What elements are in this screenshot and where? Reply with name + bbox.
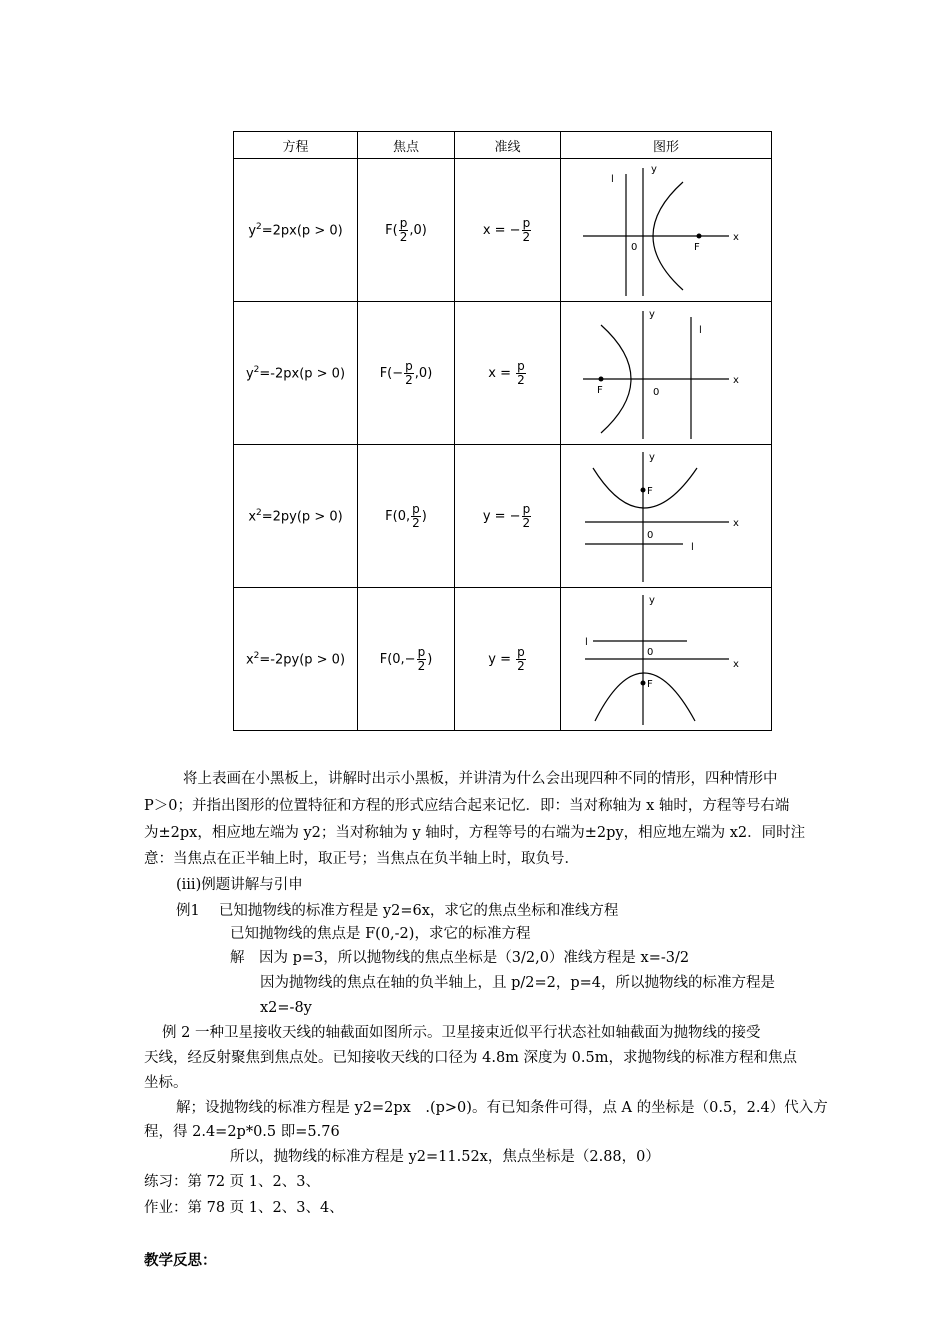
y-axis-label: y: [649, 595, 655, 606]
para1-line2: P＞0；并指出图形的位置特征和方程的形式应结合起来记忆．即：当对称轴为 x 轴时，方程等号右端: [144, 798, 790, 814]
example2-line1: 例 2 一种卫星接收天线的轴截面如图所示。卫星接束近似平行状态社如轴截面为抛物线的接受: [162, 1025, 761, 1041]
solution-line2: 程，得 2.4=2p*0.5 即=5.76: [144, 1124, 340, 1140]
example1-line2: 已知抛物线的焦点是 F(0,-2)，求它的标准方程: [230, 926, 531, 942]
focus-prefix: F(0,: [379, 651, 405, 667]
x-axis-label: x: [733, 375, 739, 386]
directrix-label: l: [699, 325, 702, 336]
focus-fraction: [417, 646, 427, 673]
example2-line2: 天线，经反射聚焦到焦点处。已知接收天线的口径为 4.8m 深度为 0.5m，求抛物线的标准方程和焦点: [144, 1050, 797, 1066]
focus-label: F: [694, 242, 700, 253]
graph-cell: [561, 159, 772, 302]
directrix-cell: [455, 588, 561, 731]
focus-sign: −: [404, 651, 416, 667]
frac-numerator: p: [522, 215, 531, 230]
frac-numerator: p: [517, 358, 525, 373]
equation-cell: [234, 302, 358, 445]
frac-numerator: p: [405, 358, 413, 373]
focus-cell: [358, 159, 455, 302]
directrix-label: l: [611, 174, 614, 185]
origin-label: 0: [631, 242, 638, 253]
y-axis-label: y: [649, 452, 655, 463]
frac-denominator: 2: [522, 515, 531, 530]
equation-rest: =-2py(p > 0): [259, 652, 346, 668]
directrix-fraction: [522, 503, 532, 530]
example2-line3: 坐标。: [144, 1075, 188, 1091]
focus-fraction: [399, 217, 409, 244]
focus-label: F: [597, 385, 603, 396]
focus-suffix: ): [421, 508, 427, 524]
focus-sign: −: [392, 365, 404, 381]
frac-numerator: p: [399, 215, 408, 230]
focus-cell: [358, 588, 455, 731]
frac-denominator: 2: [517, 658, 525, 673]
focus-suffix: ,0): [409, 222, 427, 238]
directrix-prefix: x =: [488, 365, 516, 381]
equation-cell: [234, 445, 358, 588]
focus-fraction: [411, 503, 421, 530]
directrix-fraction: [516, 646, 526, 673]
equation-exponent: 2: [256, 507, 262, 518]
directrix-fraction: [522, 217, 532, 244]
focus-point: [641, 488, 646, 493]
equation-cell: [234, 588, 358, 731]
focus-suffix: ,0): [414, 365, 433, 381]
focus-point: [641, 681, 646, 686]
header-graph: 图形: [561, 132, 772, 159]
focus-cell: [358, 302, 455, 445]
section-heading: (iii)例题讲解与引申: [176, 877, 303, 893]
focus-point: [599, 377, 604, 382]
focus-point: [697, 234, 702, 239]
graph-cell: [561, 445, 772, 588]
frac-denominator: 2: [522, 229, 531, 244]
example1-solution1: 解 因为 p=3，所以抛物线的焦点坐标是（3/2,0）准线方程是 x=-3/2: [230, 950, 690, 966]
x-axis-label: x: [733, 518, 739, 529]
equation-rest: =2px(p > 0): [261, 223, 343, 239]
equation-cell: [234, 159, 358, 302]
equation-variable: x: [245, 652, 254, 668]
homework-line: 作业：第 78 页 1、2、3、4、: [144, 1200, 344, 1216]
directrix-fraction: [516, 360, 526, 387]
graph-cell: [561, 588, 772, 731]
equation-rest: =-2px(p > 0): [259, 366, 346, 382]
frac-denominator: 2: [417, 658, 426, 673]
frac-numerator: p: [417, 644, 426, 659]
focus-prefix: F(: [379, 365, 393, 381]
frac-denominator: 2: [399, 229, 408, 244]
para1-line4: 意：当焦点在正半轴上时，取正号；当焦点在负半轴上时，取负号．: [144, 851, 579, 867]
solution-line3: 所以，抛物线的标准方程是 y2=11.52x，焦点坐标是（2.88，0）: [230, 1149, 660, 1165]
directrix-label: l: [585, 637, 588, 648]
para1-line1: 将上表画在小黑板上，讲解时出示小黑板，并讲清为什么会出现四种不同的情形，四种情形中: [183, 771, 778, 787]
frac-denominator: 2: [412, 515, 420, 530]
equation-variable: y: [245, 366, 254, 382]
parabola-table: [233, 131, 772, 731]
directrix-cell: [455, 302, 561, 445]
directrix-cell: [455, 445, 561, 588]
header-equation: 方程: [234, 132, 358, 159]
focus-prefix: F(0,: [385, 508, 411, 524]
parabola-curve: [593, 468, 697, 508]
directrix-prefix: y =: [488, 651, 516, 667]
focus-prefix: F(: [385, 222, 398, 238]
frac-denominator: 2: [517, 372, 525, 387]
graph-cell: [561, 302, 772, 445]
directrix-cell: [455, 159, 561, 302]
directrix-prefix: x = −: [482, 222, 521, 238]
frac-numerator: p: [517, 644, 525, 659]
directrix-label: l: [691, 542, 694, 553]
frac-denominator: 2: [405, 372, 413, 387]
para1-line3: 为±2px，相应地左端为 y2；当对称轴为 y 轴时，方程等号的右端为±2py，相应地左端为 x2．同时注: [144, 825, 806, 841]
origin-label: 0: [647, 647, 654, 658]
focus-suffix: ): [427, 651, 433, 667]
equation-variable: y: [248, 223, 257, 239]
origin-label: 0: [647, 530, 654, 541]
equation-variable: x: [248, 509, 257, 525]
focus-label: F: [647, 679, 653, 690]
equation-rest: =2py(p > 0): [261, 509, 343, 525]
directrix-prefix: y = −: [482, 508, 521, 524]
solution-line1: 解；设抛物线的标准方程是 y2=2px .(p>0)。有已知条件可得，点 A 的坐标是（0.5，2.4）代入方: [176, 1100, 828, 1116]
parabola-graph-up: [571, 446, 761, 582]
table-header-row: [234, 132, 772, 159]
equation-exponent: 2: [253, 650, 260, 661]
header-focus: 焦点: [358, 132, 455, 159]
example1-line1: 例1 已知抛物线的标准方程是 y2=6x，求它的焦点坐标和准线方程: [176, 903, 619, 919]
frac-numerator: p: [412, 501, 420, 516]
header-directrix: 准线: [455, 132, 561, 159]
practice-line: 练习：第 72 页 1、2、3、: [144, 1174, 320, 1190]
equation-exponent: 2: [256, 221, 262, 232]
x-axis-label: x: [733, 659, 739, 670]
table-row: [234, 302, 772, 445]
example1-answer: x2=-8y: [260, 1000, 312, 1016]
example1-solution2: 因为抛物线的焦点在轴的负半轴上，且 p/2=2，p=4，所以抛物线的标准方程是: [260, 975, 776, 991]
focus-label: F: [647, 486, 653, 497]
focus-cell: [358, 445, 455, 588]
parabola-graph-down: [571, 589, 761, 725]
table-row: [234, 159, 772, 302]
parabola-graph-left: [571, 303, 761, 439]
reflection-heading: 教学反思：: [144, 1253, 217, 1269]
parabola-curve: [595, 673, 695, 721]
table-row: [234, 588, 772, 731]
y-axis-label: y: [649, 309, 655, 320]
y-axis-label: y: [651, 164, 657, 175]
frac-numerator: p: [522, 501, 531, 516]
parabola-graph-right: [571, 160, 761, 296]
x-axis-label: x: [733, 232, 739, 243]
equation-exponent: 2: [253, 364, 260, 375]
origin-label: 0: [653, 387, 660, 398]
focus-fraction: [404, 360, 414, 387]
table-row: [234, 445, 772, 588]
